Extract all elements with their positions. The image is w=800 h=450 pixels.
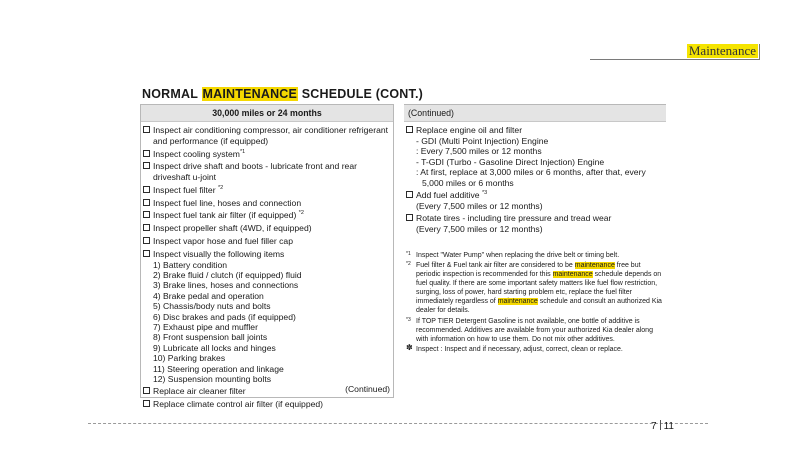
right-item-list [404, 122, 666, 354]
visual-check-item: 9) Lubricate all locks and hinges [153, 342, 276, 353]
tires-interval: (Every 7,500 miles or 12 months) [416, 224, 543, 235]
footer-rule [88, 423, 708, 424]
continued-label: (Continued) [345, 384, 390, 394]
checkbox-icon [406, 126, 413, 133]
schedule-right-column [404, 104, 666, 398]
schedule-left-column [140, 104, 394, 410]
list-item: Inspect drive shaft and boots - lubricate front and rear driveshaft u-joint [143, 161, 389, 183]
footnote: *3 If TOP TIER Detergent Gasoline is not available, one bottle of additive is recommended. Additives are available from your authorized Kia dealer along with information on how to use them. Do not mix other additives. [406, 316, 653, 343]
visual-check-item: 2) Brake fluid / clutch (if equipped) fluid [153, 269, 302, 280]
left-item-list [141, 122, 393, 410]
visual-check-item: 11) Steering operation and linkage [153, 363, 284, 374]
maintenance-highlight: maintenance [497, 298, 538, 306]
footnote-mark: *1 [239, 148, 246, 155]
checkbox-icon [143, 199, 150, 206]
footnote-mark: *2 [298, 210, 304, 217]
footnote: ✽ Inspect : Inspect and if necessary, adjust, correct, clean or replace. [406, 343, 623, 354]
list-item: Add fuel additive $^{*3}$ [406, 190, 664, 201]
visual-check-item: 6) Disc brakes and pads (if equipped) [153, 311, 296, 322]
footnote: *2 Fuel filter & Fuel tank air filter are considered to be maintenance free but periodic inspection is recommended for this maintenance schedule depends on fuel quality. If there are some important safety matters like fuel flow restriction, surging, loss of power, hard starting problem etc, replace the fuel filter immediately regardless of maintenance schedule and consult an authorized Kia dealer for details. [406, 261, 662, 315]
checkbox-icon [143, 250, 150, 257]
maintenance-highlight: maintenance [552, 271, 593, 279]
footnote-mark: *2 [217, 185, 224, 192]
title-suffix: SCHEDULE (CONT.) [298, 87, 423, 101]
maintenance-highlight: maintenance [574, 262, 615, 270]
oil-detail-line: 5,000 miles or 6 months [422, 177, 514, 188]
checkbox-icon [406, 214, 413, 221]
oil-detail-line: - T-GDI (Turbo - Gasoline Direct Injection) Engine [416, 156, 605, 167]
page-number [651, 420, 674, 433]
list-item: Inspect cooling system$^{*1}$ [143, 149, 389, 160]
list-item: Replace engine oil and filter [406, 125, 664, 136]
list-item: Inspect fuel line, hoses and connection [143, 198, 389, 209]
list-item: Replace climate control air filter (if equipped) [143, 399, 389, 410]
visual-check-item: 1) Battery condition [153, 259, 228, 270]
section-label: Maintenance [688, 43, 756, 58]
additive-interval: (Every 7,500 miles or 12 months) [416, 201, 543, 212]
visual-check-item: 12) Suspension mounting bolts [153, 373, 272, 384]
checkbox-icon [143, 186, 150, 193]
visual-check-item: 4) Brake pedal and operation [153, 290, 264, 301]
checkbox-icon [143, 237, 150, 244]
continued-heading: (Continued) [404, 105, 666, 122]
checkbox-icon [143, 400, 150, 407]
checkbox-icon [406, 191, 413, 198]
footnote-mark: *3 [481, 190, 488, 197]
visual-check-item: 10) Parking brakes [153, 353, 226, 364]
page-separator [660, 420, 661, 430]
page-index: 11 [663, 421, 674, 432]
visual-check-item: 5) Chassis/body nuts and bolts [153, 301, 271, 312]
list-item: Inspect vapor hose and fuel filler cap [143, 236, 389, 247]
title-highlight: MAINTENANCE [202, 87, 298, 101]
list-item: Inspect propeller shaft (4WD, if equipped) [143, 223, 389, 234]
visual-check-item: 7) Exhaust pipe and muffler [153, 321, 258, 332]
list-item: Rotate tires - including tire pressure and tread wear [406, 213, 664, 224]
asterisk-icon: ✽ [406, 343, 413, 353]
oil-detail-line: : At first, replace at 3,000 miles or 6 months, after that, every [416, 167, 646, 178]
checkbox-icon [143, 126, 150, 133]
header-rule-cap [759, 44, 760, 60]
footnote: *1 Inspect "Water Pump" when replacing the drive belt or timing belt. [406, 250, 620, 259]
list-item: Inspect fuel filter $^{*2}$ [143, 185, 389, 196]
oil-detail-line: - GDI (Multi Point Injection) Engine [416, 136, 549, 146]
checkbox-icon [143, 211, 150, 218]
checkbox-icon [143, 224, 150, 231]
visual-check-item: 8) Front suspension ball joints [153, 332, 268, 343]
list-item: Replace air cleaner filter [143, 386, 389, 397]
list-item: Inspect air conditioning compressor, air conditioner refrigerant and performance (if equipped) [143, 125, 389, 147]
oil-detail-line: : Every 7,500 miles or 12 months [416, 146, 542, 157]
interval-heading: 30,000 miles or 24 months [141, 105, 393, 122]
checkbox-icon [143, 387, 150, 394]
title-prefix: NORMAL [142, 87, 202, 101]
list-item: Inspect fuel tank air filter (if equipped) $^{*2}$ [143, 210, 389, 221]
visual-check-item: 3) Brake lines, hoses and connections [153, 280, 299, 291]
footnotes [406, 251, 664, 355]
checkbox-icon [143, 162, 150, 169]
header-rule [590, 59, 760, 60]
checkbox-icon [143, 150, 150, 157]
chapter-number: 7 [651, 421, 657, 432]
list-item: Inspect visually the following items [143, 249, 389, 260]
page-title [142, 87, 423, 101]
